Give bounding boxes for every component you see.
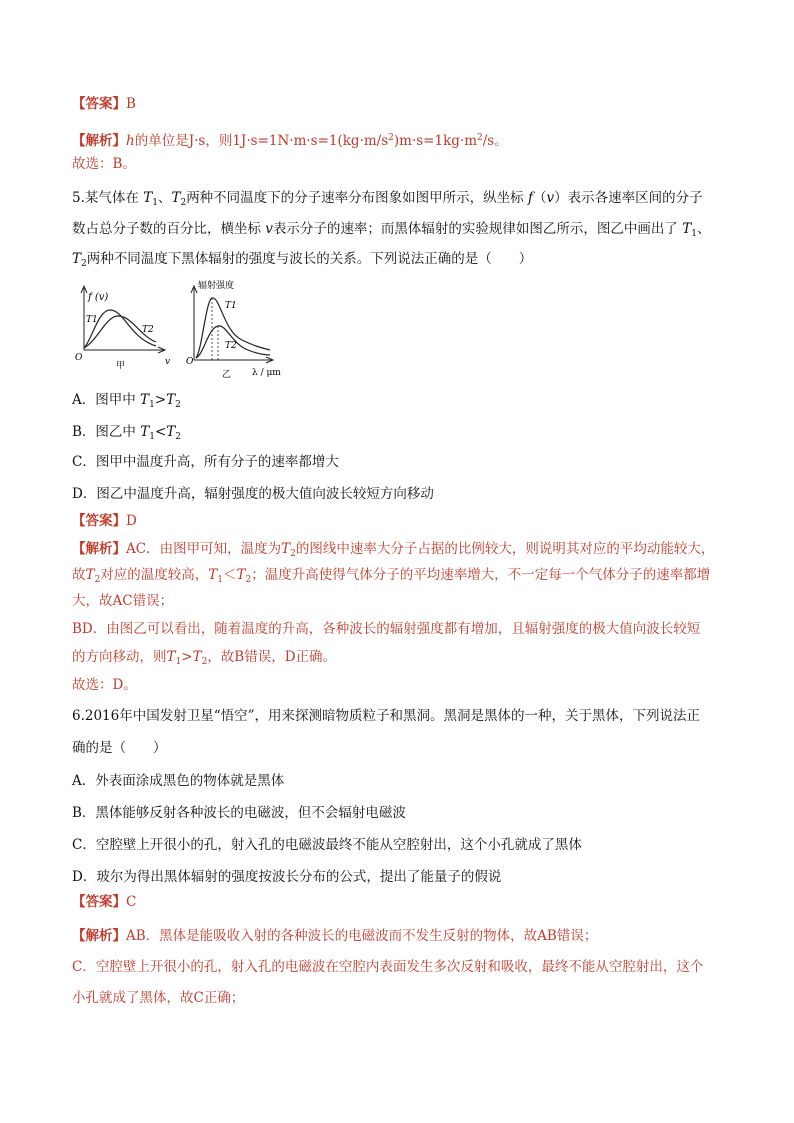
figure-b-xlabel: λ / μm xyxy=(252,368,281,378)
q5-answer-value: D xyxy=(126,513,137,529)
figure-a-xlabel: v xyxy=(165,357,171,367)
figure-a-ylabel: f (v) xyxy=(88,292,109,303)
q5-option-d: D．图乙中温度升高，辐射强度的极大值向波长较短方向移动 xyxy=(72,486,434,502)
q5-stem-line2: 数占总分子数的百分比，横坐标 v表示分子的速率；而黑体辐射的实验规律如图乙所示，图乙中画出了 $T_1$、 xyxy=(72,221,711,239)
q5-analysis-line1: 【解析】AC．由图甲可知，温度为$T_2$的图线中速率大分子占据的比例较大，则说明其对应的平均动能较大， xyxy=(72,541,715,559)
figure-a-origin: O xyxy=(75,353,83,363)
q5-option-a: A．图甲中 $T_1>T_2$ xyxy=(72,392,181,410)
q4-answer-value: B xyxy=(126,96,136,112)
q4-analysis-label: 【解析】 xyxy=(72,133,126,149)
q5-analysis-line4: BD．由图乙可以看出，随着温度的升高，各种波长的辐射强度都有增加，且辐射强度的极大值向波长较短 xyxy=(72,621,701,637)
q6-stem-line2: 确的是（ ） xyxy=(72,740,167,756)
figure-a-caption: 甲 xyxy=(116,361,126,371)
q5-option-b: B．图乙中 $T_1<T_2$ xyxy=(72,424,182,442)
q4-choice: 故选：B。 xyxy=(72,156,136,172)
q4-answer-line xyxy=(72,94,136,114)
q5-analysis-line2: 故$T_2$对应的温度较高，$T_1<T_2$；温度升高使得气体分子的平均速率增大，不一定每一个气体分子的速率都增 xyxy=(72,567,711,585)
q5-answer-line xyxy=(72,511,137,531)
q6-answer-label: 【答案】 xyxy=(72,894,126,910)
q6-option-b: B．黑体能够反射各种波长的电磁波，但不会辐射电磁波 xyxy=(72,805,406,821)
q5-figures xyxy=(72,280,302,380)
q5-analysis-line3: 大，故AC错误； xyxy=(72,593,174,609)
q6-analysis-line2: C．空腔壁上开很小的孔，射入孔的电磁波在空腔内表面发生多次反射和吸收，最终不能从空腔射出，这个 xyxy=(72,959,704,975)
figure-b-t1-label: T1 xyxy=(225,301,237,311)
q5-analysis-line5: 的方向移动，则$T_1>T_2$，故B错误，D正确。 xyxy=(72,649,337,667)
q6-stem-line1: 6.2016年中国发射卫星“悟空”，用来探测暗物质粒子和黑洞。黑洞是黑体的一种，关于黑体，下列说法正 xyxy=(72,708,701,724)
figure-a-t1-label: T1 xyxy=(86,315,98,325)
figure-a-t2-label: T2 xyxy=(142,325,154,335)
figure-b xyxy=(186,280,281,380)
figure-b-caption: 乙 xyxy=(222,370,232,380)
q6-analysis-line3: 小孔就成了黑体，故C正确； xyxy=(72,990,245,1006)
figure-b-origin: O xyxy=(186,357,194,367)
q6-analysis-line1: 【解析】AB．黑体是能吸收入射的各种波长的电磁波而不发生反射的物体，故AB错误； xyxy=(72,928,598,944)
q5-stem-line1: 5.某气体在 $T_1$、$T_2$两种不同温度下的分子速率分布图象如图甲所示，纵坐标 f（v）表示各速率区间的分子 xyxy=(72,190,703,208)
q5-option-c: C．图甲中温度升高，所有分子的速率都增大 xyxy=(72,454,339,470)
q5-choice: 故选：D。 xyxy=(72,677,137,693)
q4-analysis-line: 【解析】h的单位是J·s，则$1J\cdot s=1N\cdot m\cdot s=1(kg\cdot m/s^2)m\cdot s=1kg\cdot m^2/s$。 xyxy=(72,133,508,149)
q6-option-c: C．空腔壁上开很小的孔，射入孔的电磁波最终不能从空腔射出，这个小孔就成了黑体 xyxy=(72,837,582,853)
q4-answer-label: 【答案】 xyxy=(72,96,126,112)
q5-stem-line3: $T_2$两种不同温度下黑体辐射的强度与波长的关系。下列说法正确的是（ ） xyxy=(72,251,533,269)
q6-option-a: A．外表面涂成黑色的物体就是黑体 xyxy=(72,773,285,789)
q6-option-d: D．玻尔为得出黑体辐射的强度按波长分布的公式，提出了能量子的假说 xyxy=(72,869,502,885)
figure-a xyxy=(75,286,170,371)
figure-b-t2-label: T2 xyxy=(225,341,237,351)
figure-b-ylabel: 辐射强度 xyxy=(198,281,235,291)
q5-answer-label: 【答案】 xyxy=(72,513,126,529)
q6-answer-value: C xyxy=(126,894,137,910)
q6-answer-line xyxy=(72,892,136,912)
